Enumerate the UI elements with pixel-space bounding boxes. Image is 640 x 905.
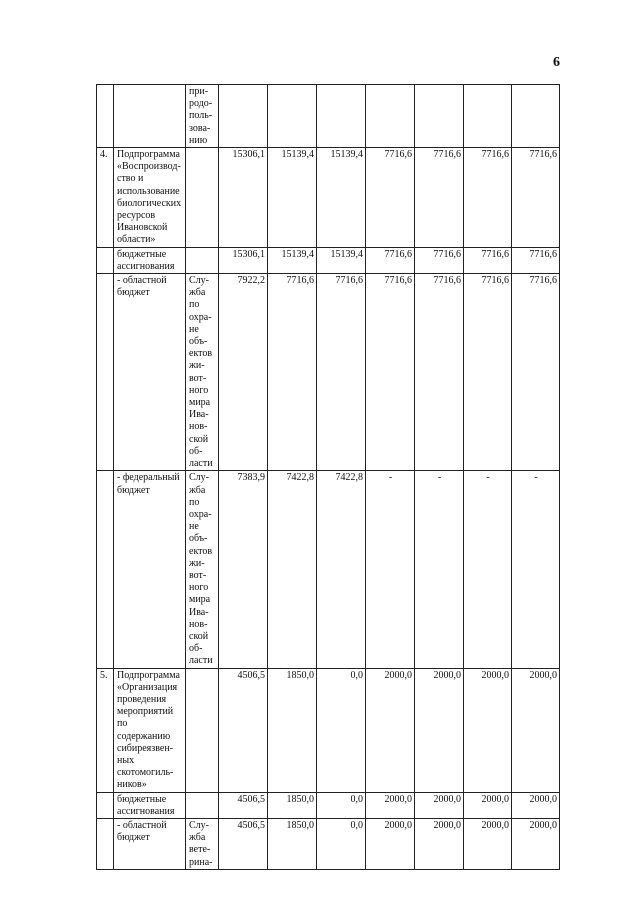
value-cell: 2000,0 xyxy=(415,792,464,818)
value-cell: 7716,6 xyxy=(415,247,464,273)
value-cell: 2000,0 xyxy=(464,818,512,869)
value-cell: 7716,6 xyxy=(512,274,560,471)
responsible-executor-cell xyxy=(186,148,219,248)
value-cell: 7716,6 xyxy=(512,247,560,273)
value-cell: 15306,1 xyxy=(219,148,268,248)
value-cell: 0,0 xyxy=(317,818,366,869)
value-cell xyxy=(512,85,560,148)
budget-table xyxy=(96,84,560,870)
responsible-executor-cell: Слу- жба по охра- не объ- ектов жи- вот- ного мира Ива- нов- ской об- ласти xyxy=(186,274,219,471)
value-cell: 7383,9 xyxy=(219,471,268,668)
value-cell: 2000,0 xyxy=(512,818,560,869)
value-cell: 4506,5 xyxy=(219,792,268,818)
value-cell: 2000,0 xyxy=(415,818,464,869)
row-number-cell xyxy=(97,792,114,818)
page-number: 6 xyxy=(553,55,560,70)
value-cell: 15306,1 xyxy=(219,247,268,273)
value-cell: 7716,6 xyxy=(512,148,560,248)
value-cell: 1850,0 xyxy=(268,792,317,818)
value-cell: 7716,6 xyxy=(415,274,464,471)
row-number-cell xyxy=(97,85,114,148)
value-cell: 7716,6 xyxy=(366,247,415,273)
value-cell: 15139,4 xyxy=(317,148,366,248)
row-name-cell: бюджетные ассигнования xyxy=(114,792,186,818)
budget-table-body xyxy=(97,85,560,870)
responsible-executor-cell: Слу- жба вете- рина- xyxy=(186,818,219,869)
row-name-cell: - областной бюджет xyxy=(114,274,186,471)
value-cell: 15139,4 xyxy=(268,148,317,248)
value-cell: 7716,6 xyxy=(366,274,415,471)
value-cell: 2000,0 xyxy=(512,668,560,792)
value-cell: 2000,0 xyxy=(464,668,512,792)
value-cell: 2000,0 xyxy=(512,792,560,818)
value-cell xyxy=(268,85,317,148)
value-cell: 7716,6 xyxy=(366,148,415,248)
row-name-cell: - областной бюджет xyxy=(114,818,186,869)
value-cell: - xyxy=(415,471,464,668)
value-cell xyxy=(464,85,512,148)
value-cell xyxy=(219,85,268,148)
responsible-executor-cell: Слу- жба по охра- не объ- ектов жи- вот- ного мира Ива- нов- ской об- ласти xyxy=(186,471,219,668)
table-row xyxy=(97,792,560,818)
row-name-cell: - федеральный бюджет xyxy=(114,471,186,668)
responsible-executor-cell xyxy=(186,792,219,818)
row-number-cell xyxy=(97,274,114,471)
table-row xyxy=(97,274,560,471)
row-name-cell xyxy=(114,85,186,148)
table-row xyxy=(97,247,560,273)
value-cell xyxy=(415,85,464,148)
value-cell: 7716,6 xyxy=(464,247,512,273)
value-cell: 7716,6 xyxy=(317,274,366,471)
value-cell: 7716,6 xyxy=(464,274,512,471)
table-row xyxy=(97,148,560,248)
value-cell: 7716,6 xyxy=(415,148,464,248)
value-cell: 4506,5 xyxy=(219,818,268,869)
value-cell: 0,0 xyxy=(317,792,366,818)
value-cell: - xyxy=(464,471,512,668)
row-number-cell xyxy=(97,471,114,668)
responsible-executor-cell xyxy=(186,668,219,792)
value-cell: 1850,0 xyxy=(268,818,317,869)
value-cell: 7922,2 xyxy=(219,274,268,471)
row-name-cell: Подпрограмма «Организация проведения мероприятий по содержанию сибиреязвен-ных скотомогиль-ников» xyxy=(114,668,186,792)
table-row xyxy=(97,85,560,148)
value-cell: 2000,0 xyxy=(366,668,415,792)
value-cell: 1850,0 xyxy=(268,668,317,792)
row-number-cell xyxy=(97,818,114,869)
row-name-cell: бюджетные ассигнования xyxy=(114,247,186,273)
table-row xyxy=(97,668,560,792)
row-number-cell: 4. xyxy=(97,148,114,248)
value-cell: 2000,0 xyxy=(464,792,512,818)
value-cell: 4506,5 xyxy=(219,668,268,792)
value-cell: 2000,0 xyxy=(366,818,415,869)
value-cell: 7716,6 xyxy=(464,148,512,248)
value-cell xyxy=(317,85,366,148)
value-cell: 2000,0 xyxy=(415,668,464,792)
responsible-executor-cell xyxy=(186,247,219,273)
table-row xyxy=(97,471,560,668)
responsible-executor-cell: при- родо- поль- зова- нию xyxy=(186,85,219,148)
value-cell xyxy=(366,85,415,148)
row-name-cell: Подпрограмма «Воспроизвод-ство и использование биологических ресурсов Ивановской области» xyxy=(114,148,186,248)
table-row xyxy=(97,818,560,869)
value-cell: 7422,8 xyxy=(317,471,366,668)
value-cell: 15139,4 xyxy=(268,247,317,273)
value-cell: 15139,4 xyxy=(317,247,366,273)
row-number-cell xyxy=(97,247,114,273)
value-cell: 7422,8 xyxy=(268,471,317,668)
row-number-cell: 5. xyxy=(97,668,114,792)
value-cell: - xyxy=(512,471,560,668)
value-cell: 0,0 xyxy=(317,668,366,792)
value-cell: - xyxy=(366,471,415,668)
value-cell: 7716,6 xyxy=(268,274,317,471)
value-cell: 2000,0 xyxy=(366,792,415,818)
